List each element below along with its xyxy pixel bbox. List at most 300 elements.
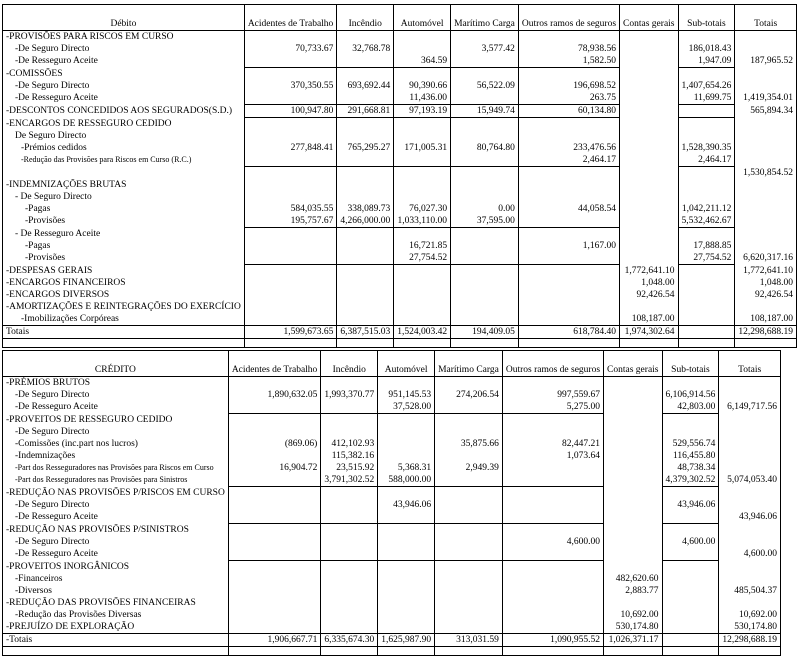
cell-value — [678, 179, 735, 191]
cell-value — [451, 68, 519, 81]
cell-value — [435, 585, 503, 597]
cell-value: 529,556.74 — [662, 438, 719, 450]
row-label: -Part dos Resseguradores nas Provisões para Sinistros — [3, 474, 229, 487]
cell-value — [244, 179, 337, 191]
cell-value — [719, 536, 781, 548]
cell-value: 1,582.50 — [518, 55, 619, 68]
cell-value: 370,350.55 — [244, 80, 337, 92]
table-row — [3, 524, 781, 537]
cell-value — [719, 414, 781, 427]
cell-value — [435, 511, 503, 524]
cell-value — [620, 167, 678, 180]
cell-value: 1,407,654.26 — [678, 80, 735, 92]
cell-value — [620, 179, 678, 191]
cell-value — [604, 548, 662, 561]
cell-value — [620, 92, 678, 105]
cell-value: 6,620,317.16 — [735, 252, 797, 265]
cell-value — [735, 130, 797, 142]
cell-value — [502, 524, 603, 537]
cell-value — [719, 426, 781, 438]
cell-value — [604, 561, 662, 574]
cell-value — [662, 377, 719, 390]
cell-value — [451, 31, 519, 44]
row-label: -PROVISÕES PARA RISCOS EM CURSO — [3, 31, 245, 44]
cell-value: 100,947.80 — [244, 105, 337, 118]
cell-value — [337, 301, 394, 313]
row-label: -De Seguro Directo — [3, 389, 229, 401]
table-row — [3, 389, 781, 401]
cell-value: 44,058.54 — [518, 203, 619, 215]
cell-value — [321, 621, 378, 634]
cell-value — [502, 561, 603, 574]
cell-value: 485,504.37 — [719, 585, 781, 597]
column-header: Outros ramos de seguros — [502, 351, 603, 377]
cell-value: 5,275.00 — [502, 401, 603, 414]
total-value: 1,974,302.64 — [620, 326, 678, 339]
cell-value — [244, 191, 337, 203]
cell-value: 97,193.19 — [394, 105, 451, 118]
row-label: -PRÉMIOS BRUTOS — [3, 377, 229, 390]
cell-value — [735, 191, 797, 203]
credit-table — [2, 350, 781, 656]
cell-value: 116,455.80 — [662, 450, 719, 462]
cell-value: 82,447.21 — [502, 438, 603, 450]
cell-value: 412,102.93 — [321, 438, 378, 450]
cell-value — [394, 179, 451, 191]
cell-value — [620, 228, 678, 241]
cell-value: 15,949.74 — [451, 105, 519, 118]
row-label: -ENCARGOS DIVERSOS — [3, 289, 245, 301]
cell-value — [502, 609, 603, 621]
total-value: 618,784.40 — [518, 326, 619, 339]
table-row — [3, 609, 781, 621]
cell-value: 6,149,717.56 — [719, 401, 781, 414]
cell-value: 108,187.00 — [735, 313, 797, 326]
cell-value — [435, 621, 503, 634]
cell-value — [620, 55, 678, 68]
table-row — [3, 450, 781, 462]
cell-value — [620, 191, 678, 203]
cell-value — [735, 80, 797, 92]
cell-value — [394, 68, 451, 81]
cell-value — [604, 474, 662, 487]
cell-value — [620, 80, 678, 92]
cell-value — [451, 228, 519, 241]
end-row — [3, 647, 781, 656]
table-row — [3, 536, 781, 548]
cell-value: 92,426.54 — [735, 289, 797, 301]
cell-value: 16,904.72 — [228, 462, 321, 474]
table-row — [3, 277, 797, 289]
cell-value — [228, 511, 321, 524]
cell-value: 11,436.00 — [394, 92, 451, 105]
cell-value — [451, 167, 519, 180]
cell-value — [604, 389, 662, 401]
row-label: -Comissões (inc.part nos lucros) — [3, 438, 229, 450]
cell-value — [502, 377, 603, 390]
cell-value — [321, 561, 378, 574]
cell-value: 27,754.52 — [678, 252, 735, 265]
cell-value: 43,946.06 — [662, 499, 719, 511]
cell-value: 530,174.80 — [604, 621, 662, 634]
cell-value — [378, 585, 435, 597]
cell-value — [735, 215, 797, 228]
cell-value — [228, 524, 321, 537]
debit-table — [2, 4, 797, 348]
empty-cell — [378, 647, 435, 656]
cell-value — [228, 597, 321, 609]
totals-label: Totais — [3, 326, 245, 339]
cell-value — [321, 377, 378, 390]
cell-value: 90,390.66 — [394, 80, 451, 92]
table-row — [3, 179, 797, 191]
cell-value: 2,464.17 — [518, 154, 619, 167]
cell-value — [228, 426, 321, 438]
cell-value — [502, 462, 603, 474]
cell-value: 43,946.06 — [378, 499, 435, 511]
cell-value — [678, 277, 735, 289]
total-value: 12,298,688.19 — [735, 326, 797, 339]
cell-value: 588,000.00 — [378, 474, 435, 487]
row-label: -De Resseguro Aceite — [3, 511, 229, 524]
cell-value — [502, 474, 603, 487]
cell-value — [244, 265, 337, 278]
cell-value — [228, 548, 321, 561]
column-header: Incêndio — [321, 351, 378, 377]
column-header: Automóvel — [378, 351, 435, 377]
cell-value: 80,764.80 — [451, 142, 519, 154]
row-label: -Redução das Provisões Diversas — [3, 609, 229, 621]
cell-value — [518, 118, 619, 131]
cell-value — [735, 301, 797, 313]
table-row — [3, 289, 797, 301]
empty-cell — [337, 339, 394, 348]
row-label: -De Seguro Directo — [3, 426, 229, 438]
cell-value: 17,888.85 — [678, 240, 735, 252]
cell-value — [378, 548, 435, 561]
cell-value — [518, 215, 619, 228]
row-label: De Seguro Directo — [3, 130, 245, 142]
cell-value: 4,600.00 — [502, 536, 603, 548]
cell-value — [337, 68, 394, 81]
cell-value: 1,993,370.77 — [321, 389, 378, 401]
table-row — [3, 573, 781, 585]
cell-value — [378, 511, 435, 524]
cell-value — [244, 289, 337, 301]
cell-value — [604, 377, 662, 390]
empty-cell — [451, 339, 519, 348]
cell-value: 27,754.52 — [394, 252, 451, 265]
section-title: Débito — [3, 5, 245, 31]
cell-value — [662, 414, 719, 427]
table-row — [3, 154, 797, 167]
end-row — [3, 339, 797, 348]
cell-value: 3,791,302.52 — [321, 474, 378, 487]
cell-value — [735, 118, 797, 131]
cell-value — [244, 55, 337, 68]
cell-value — [502, 548, 603, 561]
cell-value — [502, 426, 603, 438]
empty-cell — [3, 339, 245, 348]
cell-value — [228, 536, 321, 548]
column-header: Totais — [719, 351, 781, 377]
row-label: -PREJUÍZO DE EXPLORAÇÃO — [3, 621, 229, 634]
cell-value: 4,266,000.00 — [337, 215, 394, 228]
cell-value: 5,368.31 — [378, 462, 435, 474]
cell-value — [378, 621, 435, 634]
cell-value: 565,894.34 — [735, 105, 797, 118]
column-header: Outros ramos de seguros — [518, 5, 619, 31]
empty-cell — [321, 647, 378, 656]
column-header: Marítimo Carga — [451, 5, 519, 31]
table-row — [3, 313, 797, 326]
cell-value — [378, 438, 435, 450]
row-label: -De Seguro Directo — [3, 499, 229, 511]
cell-value — [719, 389, 781, 401]
cell-value — [337, 277, 394, 289]
cell-value — [719, 450, 781, 462]
cell-value — [604, 524, 662, 537]
cell-value — [451, 118, 519, 131]
cell-value: 108,187.00 — [620, 313, 678, 326]
cell-value: 42,803.00 — [662, 401, 719, 414]
table-row — [3, 414, 781, 427]
row-label: -ENCARGOS DE RESSEGURO CEDIDO — [3, 118, 245, 131]
cell-value — [321, 426, 378, 438]
cell-value — [620, 68, 678, 81]
cell-value — [378, 524, 435, 537]
cell-value — [378, 573, 435, 585]
cell-value — [662, 597, 719, 609]
cell-value — [378, 536, 435, 548]
column-header: Automóvel — [394, 5, 451, 31]
cell-value: 530,174.80 — [719, 621, 781, 634]
cell-value — [244, 167, 337, 180]
cell-value — [394, 154, 451, 167]
table-row — [3, 203, 797, 215]
cell-value — [394, 277, 451, 289]
cell-value — [435, 548, 503, 561]
empty-cell — [518, 339, 619, 348]
cell-value — [678, 313, 735, 326]
cell-value — [620, 252, 678, 265]
table-row — [3, 228, 797, 241]
row-label: -ENCARGOS FINANCEIROS — [3, 277, 245, 289]
cell-value — [620, 154, 678, 167]
table-row — [3, 438, 781, 450]
cell-value: 1,033,110.00 — [394, 215, 451, 228]
cell-value: 5,532,462.67 — [678, 215, 735, 228]
cell-value — [244, 31, 337, 44]
cell-value: 23,515.92 — [321, 462, 378, 474]
cell-value — [435, 524, 503, 537]
row-label: -Redução das Provisões para Riscos em Curso (R.C.) — [3, 154, 245, 167]
cell-value — [337, 167, 394, 180]
cell-value — [735, 240, 797, 252]
cell-value: 1,419,354.01 — [735, 92, 797, 105]
cell-value: 70,733.67 — [244, 43, 337, 55]
cell-value: 274,206.54 — [435, 389, 503, 401]
row-label: -INDEMNIZAÇÕES BRUTAS — [3, 179, 245, 191]
row-label: -PROVEITOS INORGÂNICOS — [3, 561, 229, 574]
total-value: 1,090,955.52 — [502, 634, 603, 647]
row-label: -DESPESAS GERAIS — [3, 265, 245, 278]
cell-value — [337, 92, 394, 105]
cell-value — [337, 289, 394, 301]
cell-value — [321, 573, 378, 585]
cell-value — [228, 414, 321, 427]
cell-value — [394, 301, 451, 313]
total-value: 6,387,515.03 — [337, 326, 394, 339]
cell-value — [662, 524, 719, 537]
row-label: -De Resseguro Aceite — [3, 55, 245, 68]
cell-value — [518, 167, 619, 180]
table-row — [3, 487, 781, 500]
cell-value — [321, 524, 378, 537]
table-row — [3, 43, 797, 55]
cell-value — [518, 313, 619, 326]
cell-value — [228, 609, 321, 621]
cell-value — [435, 499, 503, 511]
total-value: 1,026,371.17 — [604, 634, 662, 647]
cell-value: 693,692.44 — [337, 80, 394, 92]
row-label: -Part dos Resseguradores nas Provisões para Riscos em Curso — [3, 462, 229, 474]
totals-label: -Totais — [3, 634, 229, 647]
cell-value — [321, 487, 378, 500]
empty-cell — [662, 647, 719, 656]
row-label: -Provisões — [3, 252, 245, 265]
cell-value: 1,947.09 — [678, 55, 735, 68]
cell-value — [394, 191, 451, 203]
empty-cell — [678, 339, 735, 348]
cell-value — [321, 401, 378, 414]
cell-value — [735, 179, 797, 191]
total-value — [678, 326, 735, 339]
cell-value — [604, 511, 662, 524]
cell-value — [735, 31, 797, 44]
row-label: -AMORTIZAÇÕES E REINTEGRAÇÕES DO EXERCÍCIO — [3, 301, 245, 313]
cell-value — [502, 487, 603, 500]
cell-value — [451, 277, 519, 289]
cell-value — [394, 31, 451, 44]
cell-value — [321, 511, 378, 524]
cell-value: 1,167.00 — [518, 240, 619, 252]
cell-value — [337, 118, 394, 131]
cell-value — [678, 118, 735, 131]
cell-value — [678, 301, 735, 313]
cell-value — [620, 118, 678, 131]
cell-value — [451, 252, 519, 265]
cell-value — [394, 43, 451, 55]
table-row — [3, 499, 781, 511]
cell-value — [394, 118, 451, 131]
cell-value — [719, 462, 781, 474]
cell-value — [604, 597, 662, 609]
cell-value — [451, 191, 519, 203]
table-row — [3, 462, 781, 474]
cell-value — [604, 450, 662, 462]
table-row — [3, 68, 797, 81]
cell-value — [337, 313, 394, 326]
cell-value: 951,145.53 — [378, 389, 435, 401]
cell-value — [678, 130, 735, 142]
empty-cell — [604, 647, 662, 656]
cell-value: 1,048.00 — [735, 277, 797, 289]
cell-value — [244, 277, 337, 289]
table-row — [3, 511, 781, 524]
row-label: -COMISSÕES — [3, 68, 245, 81]
cell-value — [451, 179, 519, 191]
cell-value — [678, 265, 735, 278]
row-label: -Diversos — [3, 585, 229, 597]
cell-value — [518, 68, 619, 81]
cell-value — [394, 130, 451, 142]
cell-value — [678, 105, 735, 118]
cell-value — [337, 191, 394, 203]
cell-value: 4,600.00 — [719, 548, 781, 561]
row-label: -PROVEITOS DE RESSEGURO CEDIDO — [3, 414, 229, 427]
cell-value: 6,106,914.56 — [662, 389, 719, 401]
cell-value: 186,018.43 — [678, 43, 735, 55]
row-label: -De Seguro Directo — [3, 536, 229, 548]
cell-value — [228, 621, 321, 634]
row-label: -DESCONTOS CONCEDIDOS AOS SEGURADOS(S.D.) — [3, 105, 245, 118]
cell-value — [620, 240, 678, 252]
cell-value — [719, 597, 781, 609]
row-label: -REDUÇÃO DAS PROVISÕES FINANCEIRAS — [3, 597, 229, 609]
total-value: 12,298,688.19 — [719, 634, 781, 647]
cell-value: 2,883.77 — [604, 585, 662, 597]
cell-value — [719, 499, 781, 511]
cell-value: 3,577.42 — [451, 43, 519, 55]
cell-value — [620, 142, 678, 154]
cell-value — [518, 301, 619, 313]
cell-value — [337, 265, 394, 278]
cell-value — [662, 487, 719, 500]
cell-value: 10,692.00 — [604, 609, 662, 621]
row-label: -Indemnizações — [3, 450, 229, 462]
cell-value: 37,528.00 — [378, 401, 435, 414]
cell-value: 16,721.85 — [394, 240, 451, 252]
cell-value — [620, 130, 678, 142]
cell-value — [244, 68, 337, 81]
cell-value — [337, 130, 394, 142]
cell-value: 10,692.00 — [719, 609, 781, 621]
cell-value: (869.06) — [228, 438, 321, 450]
cell-value — [662, 561, 719, 574]
table-row — [3, 92, 797, 105]
cell-value — [321, 609, 378, 621]
cell-value — [678, 68, 735, 81]
cell-value — [451, 265, 519, 278]
total-value: 6,335,674.30 — [321, 634, 378, 647]
table-row — [3, 597, 781, 609]
cell-value: 1,530,854.52 — [735, 167, 797, 180]
cell-value — [604, 487, 662, 500]
cell-value — [451, 154, 519, 167]
cell-value — [321, 536, 378, 548]
row-label: -De Resseguro Aceite — [3, 92, 245, 105]
column-header: Sub-totais — [662, 351, 719, 377]
cell-value — [378, 377, 435, 390]
section-title: CRÉDITO — [3, 351, 229, 377]
total-value: 1,906,667.71 — [228, 634, 321, 647]
column-header: Acidentes de Trabalho — [244, 5, 337, 31]
cell-value: 1,048.00 — [620, 277, 678, 289]
cell-value: 4,600.00 — [662, 536, 719, 548]
column-header: Marítimo Carga — [435, 351, 503, 377]
cell-value — [337, 154, 394, 167]
